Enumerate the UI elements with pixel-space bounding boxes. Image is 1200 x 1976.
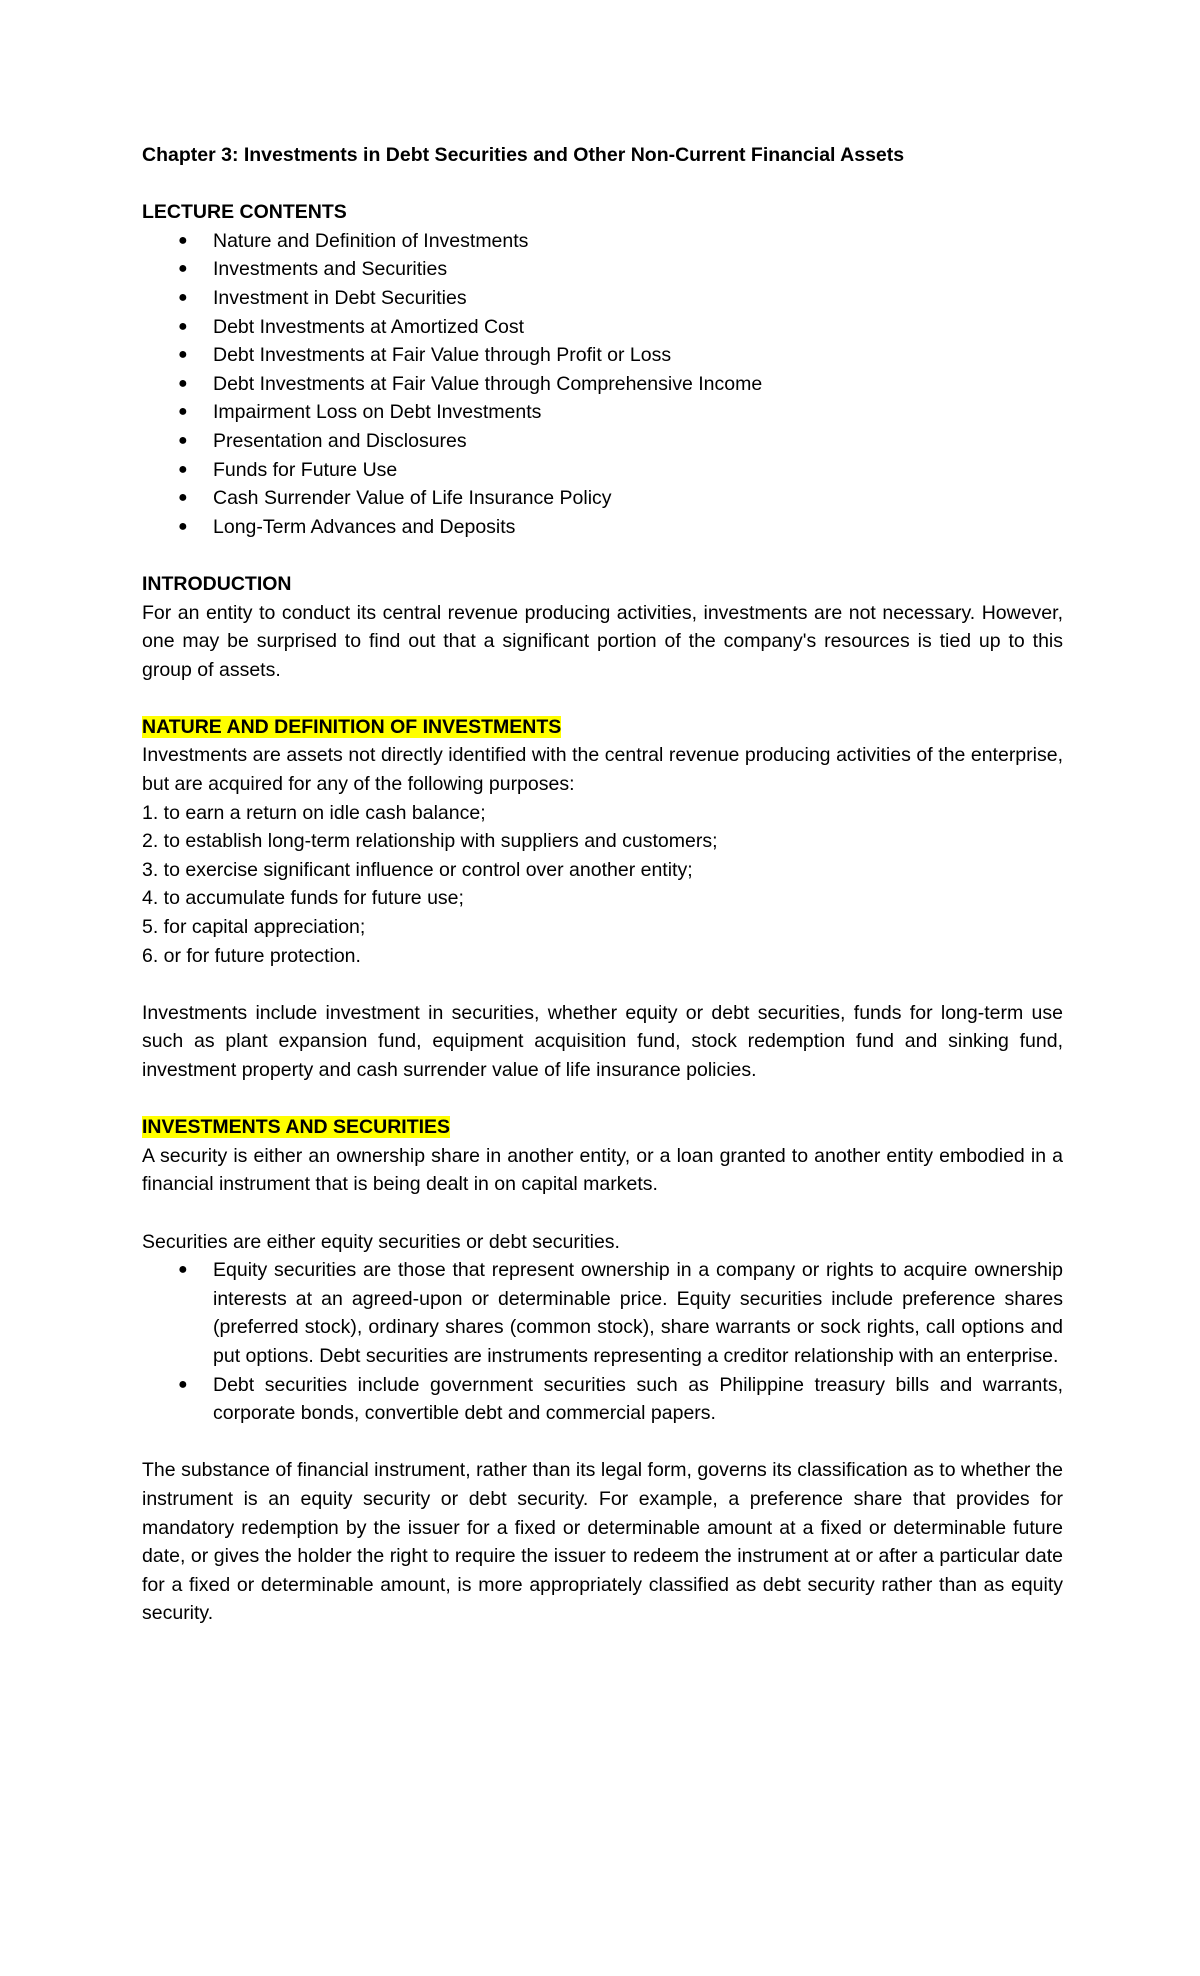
spacer: [142, 541, 1063, 570]
bullet-icon: ●: [178, 403, 188, 421]
spacer: [142, 170, 1063, 199]
list-item: [142, 513, 1063, 542]
substance-paragraph: The substance of financial instrument, rather than its legal form, governs its classification as to whether the instrument is an equity security or debt security. For example, a preference share that provides for mandatory redemption by the issuer for a fixed or determinable amount at a fixed or determinable future date, or gives the holder the right to require the issuer to redeem the instrument at or after a particular date for a fixed or determinable amount, is more appropriately classified as debt security rather than as equity security.: [142, 1459, 1063, 1625]
securities-types-intro: Securities are either equity securities or debt securities.: [142, 1230, 620, 1253]
list-item: [142, 370, 1063, 399]
bullet-icon: ●: [178, 1375, 188, 1393]
spacer: [142, 1199, 1063, 1228]
security-definition-paragraph: A security is either an ownership share in another entity, or a loan granted to another entity embodied in a financial instrument that is being dealt in on capital markets.: [142, 1144, 1063, 1196]
bullet-icon: ●: [178, 460, 188, 478]
nature-intro-paragraph: Investments are assets not directly identified with the central revenue producing activities of the enterprise, but are acquired for any of the following purposes:: [142, 744, 1063, 796]
bullet-icon: ●: [178, 1261, 188, 1279]
introduction-paragraph: For an entity to conduct its central revenue producing activities, investments are not necessary. However, one may be surprised to find out that a significant portion of the company's resources is tied up to this group of assets.: [142, 601, 1063, 681]
list-item: [142, 227, 1063, 256]
securities-types-list: [142, 1256, 1063, 1428]
list-item: [142, 341, 1063, 370]
lecture-contents-heading: LECTURE CONTENTS: [142, 201, 347, 224]
bullet-icon: ●: [178, 346, 188, 364]
list-item-text: Presentation and Disclosures: [213, 429, 467, 452]
list-item-text: Debt Investments at Fair Value through Comprehensive Income: [213, 372, 763, 395]
list-item-text: Debt Investments at Amortized Cost: [213, 315, 525, 338]
list-item-text: Cash Surrender Value of Life Insurance Policy: [213, 487, 612, 510]
spacer: [142, 684, 1063, 713]
list-item: [142, 313, 1063, 342]
list-item: [142, 484, 1063, 513]
bullet-icon: ●: [178, 374, 188, 392]
introduction-heading: INTRODUCTION: [142, 572, 292, 595]
bullet-icon: ●: [178, 489, 188, 507]
list-item-text: Investment in Debt Securities: [213, 286, 467, 309]
bullet-icon: ●: [178, 517, 188, 535]
list-item: 4. to accumulate funds for future use;: [142, 887, 464, 910]
document-page: [142, 141, 1063, 1628]
bullet-icon: ●: [178, 431, 188, 449]
list-item: 2. to establish long-term relationship with suppliers and customers;: [142, 830, 718, 853]
list-item: [142, 1256, 1063, 1370]
nature-closing-paragraph: Investments include investment in securities, whether equity or debt securities, funds for long-term use such as plant expansion fund, equipment acquisition fund, stock redemption fund and sinking fund, investment property and cash surrender value of life insurance policies.: [142, 1001, 1063, 1081]
nature-heading: [142, 713, 1063, 742]
list-item: 5. for capital appreciation;: [142, 916, 366, 939]
spacer: [142, 970, 1063, 999]
list-item-text: Funds for Future Use: [213, 458, 398, 481]
list-item: [142, 255, 1063, 284]
list-item: [142, 1371, 1063, 1428]
list-item-text: Long-Term Advances and Deposits: [213, 515, 516, 538]
highlighted-heading-text: INVESTMENTS AND SECURITIES: [142, 1116, 451, 1139]
list-item: [142, 456, 1063, 485]
bullet-icon: ●: [178, 260, 188, 278]
list-item-text: Debt Investments at Fair Value through Profit or Loss: [213, 344, 672, 367]
list-item: [142, 427, 1063, 456]
chapter-title: Chapter 3: Investments in Debt Securities and Other Non-Current Financial Assets: [142, 144, 905, 166]
list-item: [142, 284, 1063, 313]
purposes-list: [142, 799, 1063, 971]
spacer: [142, 1085, 1063, 1114]
lecture-contents-list: [142, 227, 1063, 542]
list-item: 1. to earn a return on idle cash balance;: [142, 801, 486, 824]
list-item-text: Nature and Definition of Investments: [213, 229, 529, 252]
list-item-text: Impairment Loss on Debt Investments: [213, 401, 542, 424]
highlighted-heading-text: NATURE AND DEFINITION OF INVESTMENTS: [142, 715, 562, 738]
list-item-text: Investments and Securities: [213, 258, 448, 281]
securities-heading: [142, 1113, 1063, 1142]
bullet-icon: ●: [178, 317, 188, 335]
bullet-icon: ●: [178, 231, 188, 249]
spacer: [142, 1428, 1063, 1457]
list-item-text: Debt securities include government securities such as Philippine treasury bills and warrants, corporate bonds, convertible debt and commercial papers.: [213, 1373, 1063, 1425]
list-item: 6. or for future protection.: [142, 944, 361, 967]
bullet-icon: ●: [178, 288, 188, 306]
list-item: 3. to exercise significant influence or control over another entity;: [142, 858, 693, 881]
list-item: [142, 398, 1063, 427]
list-item-text: Equity securities are those that represent ownership in a company or rights to acquire ownership interests at an agreed-upon or determinable price. Equity securities include preference shares (preferred stock), ordinary shares (common stock), share warrants or sock rights, call options and put options. Debt securities are instruments representing a creditor relationship with an enterprise.: [213, 1259, 1063, 1367]
